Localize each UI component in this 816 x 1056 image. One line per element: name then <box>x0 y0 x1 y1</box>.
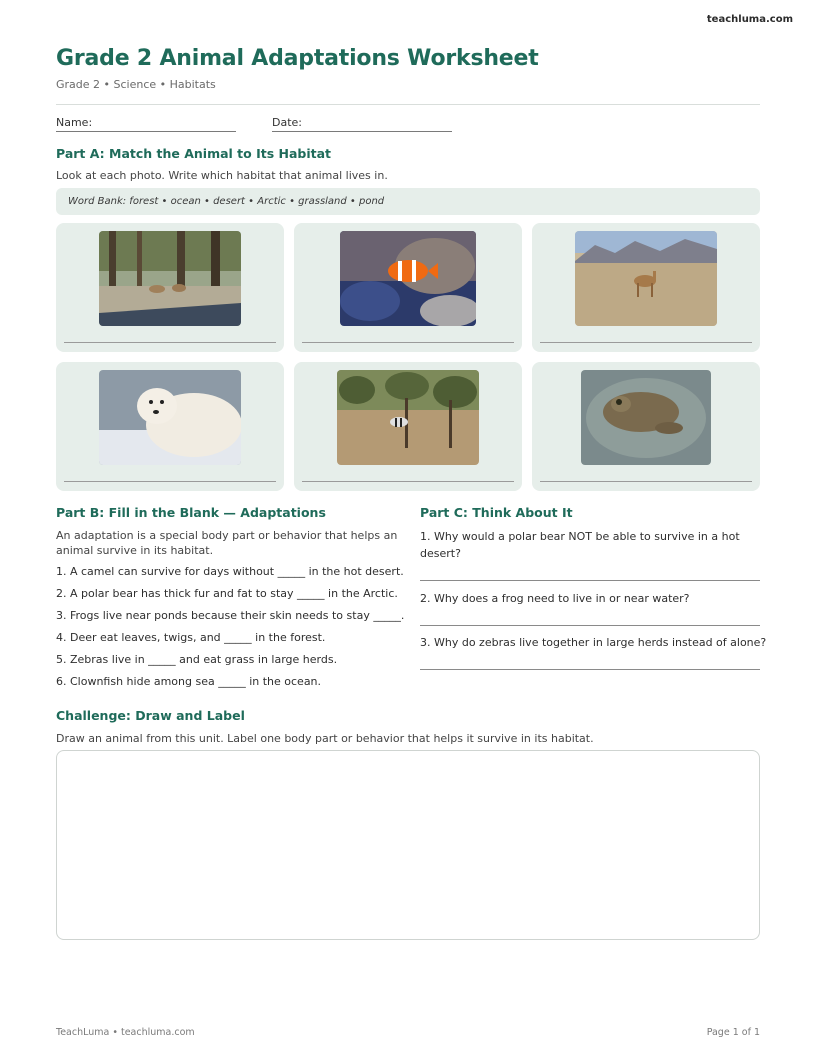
page-number: Page 1 of 1 <box>706 1027 760 1038</box>
habitat-card-frog <box>532 362 760 491</box>
drawing-area[interactable] <box>56 750 760 940</box>
habitat-card-clownfish <box>294 223 522 352</box>
answer-line[interactable] <box>420 625 760 626</box>
habitat-card-zebra <box>294 362 522 491</box>
name-field[interactable]: Name: <box>56 114 236 132</box>
clownfish-photo <box>340 231 476 326</box>
date-field[interactable]: Date: <box>272 114 452 132</box>
zebra-photo <box>337 370 479 465</box>
fill-blank-item: 1. A camel can survive for days without _____ in the hot desert. <box>56 565 404 578</box>
habitat-card-camel <box>532 223 760 352</box>
answer-line[interactable] <box>302 342 514 343</box>
part-a-instructions: Look at each photo. Write which habitat that animal lives in. <box>56 169 388 182</box>
part-a-heading: Part A: Match the Animal to Its Habitat <box>56 146 332 161</box>
answer-line[interactable] <box>302 481 514 482</box>
fill-blank-item: 4. Deer eat leaves, twigs, and _____ in the forest. <box>56 631 326 644</box>
part-b-intro-line2: animal survive in its habitat. <box>56 544 214 557</box>
answer-line[interactable] <box>540 481 752 482</box>
habitat-card-polar-bear <box>56 362 284 491</box>
challenge-heading: Challenge: Draw and Label <box>56 708 245 723</box>
fill-blank-item: 6. Clownfish hide among sea _____ in the ocean. <box>56 675 322 688</box>
camel-photo <box>575 231 717 326</box>
polar-bear-photo <box>99 370 241 465</box>
page-title: Grade 2 Animal Adaptations Worksheet <box>56 46 539 71</box>
answer-line[interactable] <box>420 580 760 581</box>
question-1-line2: desert? <box>420 547 461 560</box>
page-subtitle: Grade 2 • Science • Habitats <box>56 78 216 91</box>
answer-line[interactable] <box>540 342 752 343</box>
part-c-heading: Part C: Think About It <box>420 505 573 520</box>
answer-line[interactable] <box>64 481 276 482</box>
fill-blank-item: 2. A polar bear has thick fur and fat to stay _____ in the Arctic. <box>56 587 398 600</box>
question-1-line1: 1. Why would a polar bear NOT be able to survive in a hot <box>420 530 740 543</box>
footer-brand: TeachLuma • teachluma.com <box>56 1027 195 1038</box>
fill-blank-item: 5. Zebras live in _____ and eat grass in large herds. <box>56 653 338 666</box>
question-3: 3. Why do zebras live together in large herds instead of alone? <box>420 636 767 649</box>
fill-blank-item: 3. Frogs live near ponds because their skin needs to stay _____. <box>56 609 405 622</box>
challenge-instructions: Draw an animal from this unit. Label one body part or behavior that helps it survive in its habitat. <box>56 732 594 745</box>
word-bank: Word Bank: forest • ocean • desert • Arctic • grassland • pond <box>56 188 760 215</box>
answer-line[interactable] <box>420 669 760 670</box>
answer-line[interactable] <box>64 342 276 343</box>
frog-photo <box>581 370 711 465</box>
brand-logo: teachluma.com <box>706 14 793 25</box>
question-2: 2. Why does a frog need to live in or near water? <box>420 592 690 605</box>
header-divider <box>56 104 760 105</box>
deer-photo <box>99 231 241 326</box>
part-b-heading: Part B: Fill in the Blank — Adaptations <box>56 505 326 520</box>
part-b-intro-line1: An adaptation is a special body part or behavior that helps an <box>56 529 398 542</box>
habitat-card-deer <box>56 223 284 352</box>
